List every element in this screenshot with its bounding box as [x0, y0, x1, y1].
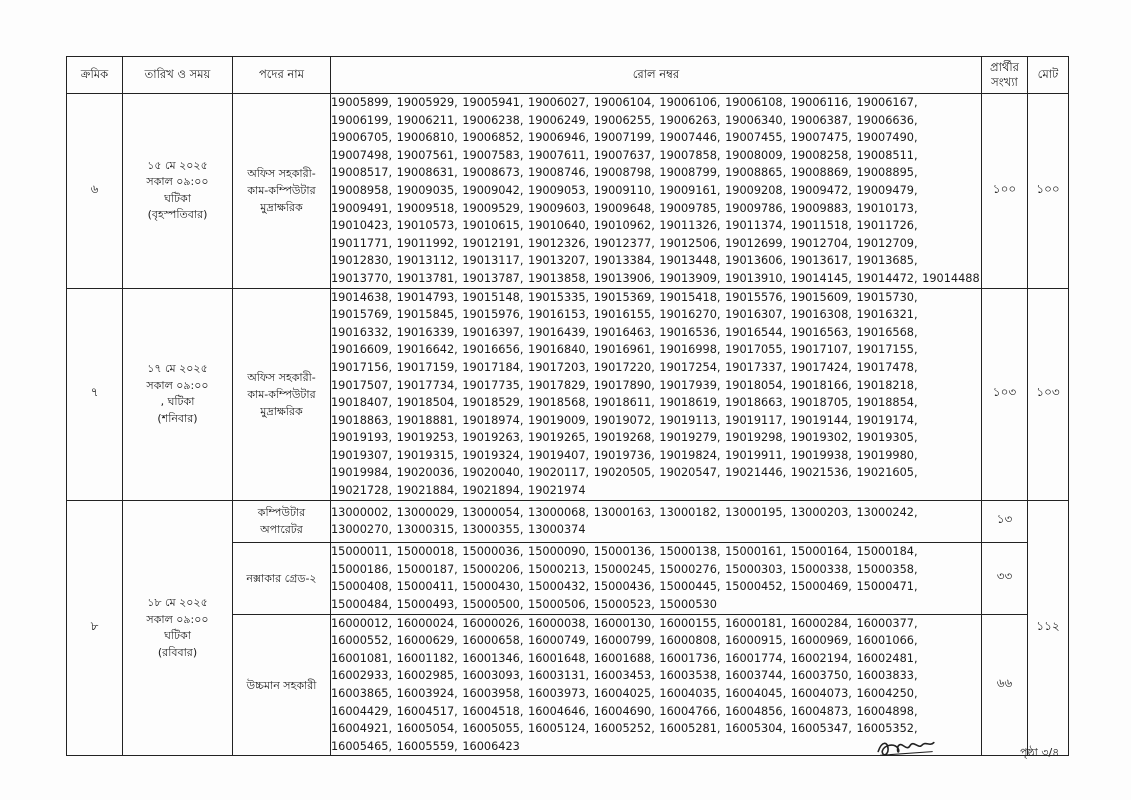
header-candidates-line2: সংখ্যা [991, 75, 1018, 89]
roll-numbers-cell: 19014638, 19014793, 19015148, 19015335, 19015369, 19015418, 19015576, 19015609, 19015730, 19015769, 19015845, 19015976, 19016153, 19016155, 19016270, 19016307, 19016308, 19016321, 19016332, 19016339, 19016397, 19016439, 19016463, 19016536, 19016544, 19016563, 19016568, 19016609, 19016642, 19016656, 19016840, 19016961, 19016998, 19017055, 19017107, 19017155, 19017156, 19017159, 19017184, 19017203, 19017220, 19017254, 19017337, 19017424, 19017478, 19017507, 19017734, 19017735, 19017829, 19017890, 19017939, 19018054, 19018166, 19018218, 19018407, 19018504, 19018529, 19018568, 19018611, 19018619, 19018663, 19018705, 19018854, 19018863, 19018881, 19018974, 19019009, 19019072, 19019113, 19019117, 19019144, 19019174, 19019193, 19019253, 19019263, 19019265, 19019268, 19019279, 19019298, 19019302, 19019305, 19019307, 19019315, 19019324, 19019407, 19019736, 19019824, 19019911, 19019938, 19019980, 19019984, 19020036, 19020040, 19020117, 19020505, 19020547, 19021446, 19021536, 19021605, 19021728, 19021884, 19021894, 19021974 [331, 288, 982, 500]
serial-cell: ৬ [67, 94, 123, 289]
exam-time: সকাল ০৯:০০ [146, 612, 209, 626]
exam-day: (বৃহস্পতিবার) [147, 208, 208, 222]
header-total: মোট [1028, 57, 1069, 94]
exam-day: (শনিবার) [157, 411, 198, 425]
exam-date: ১৮ মে ২০২৫ [147, 596, 208, 610]
page-number: পৃষ্ঠা ৩/৪ [1020, 746, 1060, 759]
candidate-count-cell: ১০০ [982, 94, 1028, 289]
total-cell: ১১২ [1028, 500, 1069, 756]
exam-date: ১৫ মে ২০২৫ [147, 158, 208, 172]
total-cell: ১০০ [1028, 94, 1069, 289]
candidate-count-cell: ১০৩ [982, 288, 1028, 500]
candidate-count-cell: ১৩ [982, 500, 1028, 542]
roll-numbers-cell: 19005899, 19005929, 19005941, 19006027, 19006104, 19006106, 19006108, 19006116, 19006167, 19006199, 19006211, 19006238, 19006249, 19006255, 19006263, 19006340, 19006387, 19006636, 19006705, 19006810, 19006852, 19006946, 19007199, 19007446, 19007455, 19007475, 19007490, 19007498, 19007561, 19007583, 19007611, 19007637, 19007858, 19008009, 19008258, 19008511, 19008517, 19008631, 19008673, 19008746, 19008798, 19008799, 19008865, 19008869, 19008895, 19008958, 19009035, 19009042, 19009053, 19009110, 19009161, 19009208, 19009472, 19009479, 19009491, 19009518, 19009529, 19009603, 19009648, 19009785, 19009786, 19009883, 19010173, 19010423, 19010573, 19010615, 19010640, 19010962, 19011326, 19011374, 19011518, 19011726, 19011771, 19011992, 19012191, 19012326, 19012377, 19012506, 19012699, 19012704, 19012709, 19012830, 19013112, 19013117, 19013207, 19013384, 19013448, 19013606, 19013617, 19013685, 19013770, 19013781, 19013787, 19013858, 19013906, 19013909, 19013910, 19014145, 19014472, 19014488 [331, 94, 982, 289]
header-rolls: রোল নম্বর [331, 57, 982, 94]
header-post: পদের নাম [233, 57, 331, 94]
post-name-line1: নক্সাকার গ্রেড-২ [246, 571, 317, 585]
post-name-line1: অফিস সহকারী- [247, 370, 316, 384]
datetime-cell [123, 500, 233, 756]
post-name-line2: কাম-কম্পিউটার [247, 387, 316, 401]
header-candidates-line1: প্রার্থীর [990, 60, 1019, 74]
table-header-row [67, 57, 1069, 94]
signature-scribble [873, 732, 938, 761]
exam-time: সকাল ০৯:০০ [146, 175, 209, 189]
roll-numbers-cell: 15000011, 15000018, 15000036, 15000090, 15000136, 15000138, 15000161, 15000164, 15000184, 15000186, 15000187, 15000206, 15000213, 15000245, 15000276, 15000303, 15000338, 15000358, 15000408, 15000411, 15000430, 15000432, 15000436, 15000445, 15000452, 15000469, 15000471, 15000484, 15000493, 15000500, 15000506, 15000523, 15000530 [331, 542, 982, 614]
candidate-count-cell: ৬৬ [982, 614, 1028, 756]
candidate-count-cell: ৩৩ [982, 542, 1028, 614]
roll-numbers-cell: 16000012, 16000024, 16000026, 16000038, 16000130, 16000155, 16000181, 16000284, 16000377, 16000552, 16000629, 16000658, 16000749, 16000799, 16000808, 16000915, 16000969, 16001066, 16001081, 16001182, 16001346, 16001648, 16001688, 16001736, 16001774, 16002194, 16002481, 16002933, 16002985, 16003093, 16003131, 16003453, 16003538, 16003744, 16003750, 16003833, 16003865, 16003924, 16003958, 16003973, 16004025, 16004035, 16004045, 16004073, 16004250, 16004429, 16004517, 16004518, 16004646, 16004690, 16004766, 16004856, 16004873, 16004898, 16004921, 16005054, 16005055, 16005124, 16005252, 16005281, 16005304, 16005347, 16005352, 16005465, 16005559, 16006423 [331, 614, 982, 756]
post-cell [233, 94, 331, 289]
roll-numbers-cell: 13000002, 13000029, 13000054, 13000068, 13000163, 13000182, 13000195, 13000203, 13000242, 13000270, 13000315, 13000355, 13000374 [331, 500, 982, 542]
post-cell [233, 500, 331, 542]
post-cell [233, 288, 331, 500]
post-name-line1: উচ্চমান সহকারী [246, 678, 317, 692]
table-row [67, 288, 1069, 500]
total-cell: ১০৩ [1028, 288, 1069, 500]
post-name-line3: মুদ্রাক্ষরিক [260, 201, 303, 215]
post-cell [233, 614, 331, 756]
table-row [67, 94, 1069, 289]
exam-schedule-table [66, 56, 1069, 756]
serial-cell: ৮ [67, 500, 123, 756]
post-name-line2: কাম-কম্পিউটার [247, 184, 316, 198]
post-name-line1: কম্পিউটার [257, 506, 306, 520]
exam-time: সকাল ০৯:০০ [146, 378, 209, 392]
datetime-cell [123, 288, 233, 500]
header-datetime: তারিখ ও সময় [123, 57, 233, 94]
signature [873, 732, 938, 761]
exam-day: (রবিবার) [157, 645, 198, 659]
header-serial: ক্রমিক [67, 57, 123, 94]
post-name-line3: মুদ্রাক্ষরিক [260, 404, 303, 418]
datetime-cell [123, 94, 233, 289]
post-cell [233, 542, 331, 614]
header-candidates [982, 57, 1028, 94]
exam-time-unit: , ঘটিকা [160, 395, 195, 409]
post-name-line1: অফিস সহকারী- [247, 167, 316, 181]
serial-cell: ৭ [67, 288, 123, 500]
exam-date: ১৭ মে ২০২৫ [147, 362, 208, 376]
post-name-line2: অপারেটর [260, 523, 303, 537]
table-row [67, 500, 1069, 542]
exam-time-unit: ঘটিকা [164, 629, 191, 643]
exam-time-unit: ঘটিকা [164, 191, 191, 205]
